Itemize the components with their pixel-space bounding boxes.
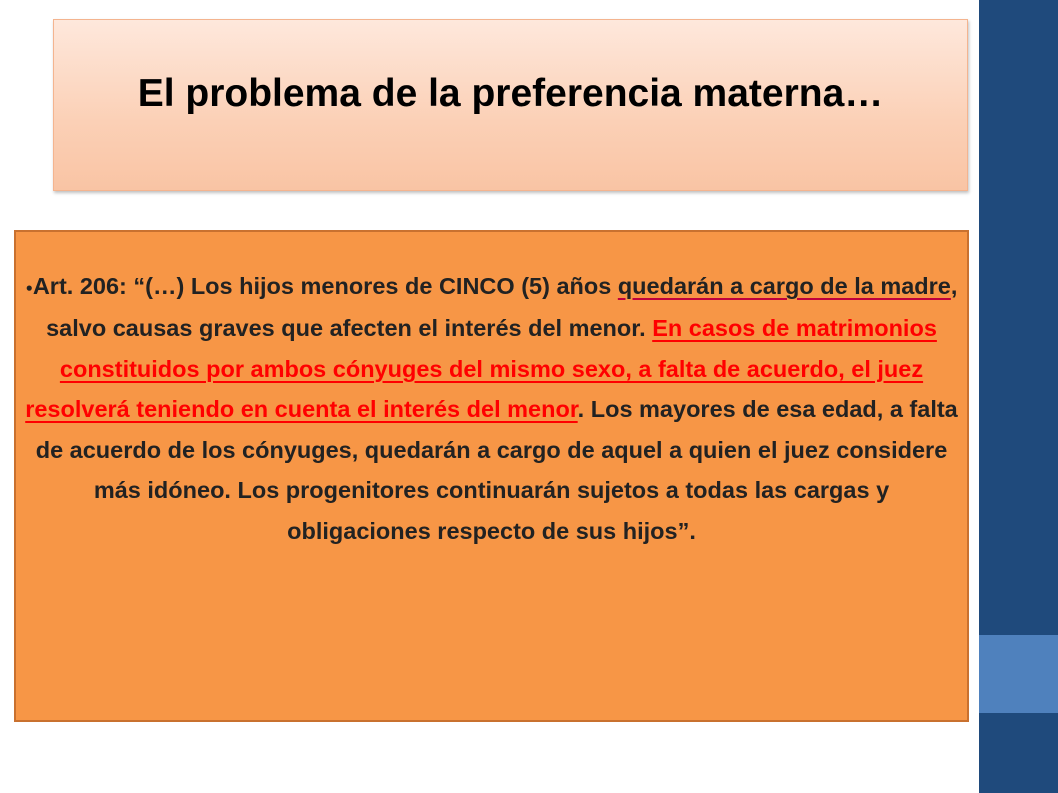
sidebar-accent-block — [979, 635, 1058, 713]
quote-middle: , salvo causas graves que afecten el interés del menor. — [46, 273, 958, 342]
quote-end: . Los mayores de esa edad, a falta de acuerdo de los cónyuges, quedarán a cargo de aquel a quien el juez considere más idóneo. Los progenitores continuarán sujetos a todas las cargas y obligaciones respecto de sus hijos”. — [35, 396, 958, 544]
underlined-phrase: quedarán a cargo de la madre — [617, 273, 951, 299]
article-quote — [14, 266, 969, 551]
quote-intro: Art. 206: “(…) Los hijos menores de CINCO (5) años — [32, 273, 618, 299]
red-highlighted-phrase: En casos de matrimonios constituidos por ambos cónyuges del mismo sexo, a falta de acuerdo, el juez resolverá teniendo en cuenta el interés del menor — [25, 315, 937, 423]
bullet-icon: ● — [25, 280, 33, 295]
slide-title: El problema de la preferencia materna… — [137, 72, 884, 115]
